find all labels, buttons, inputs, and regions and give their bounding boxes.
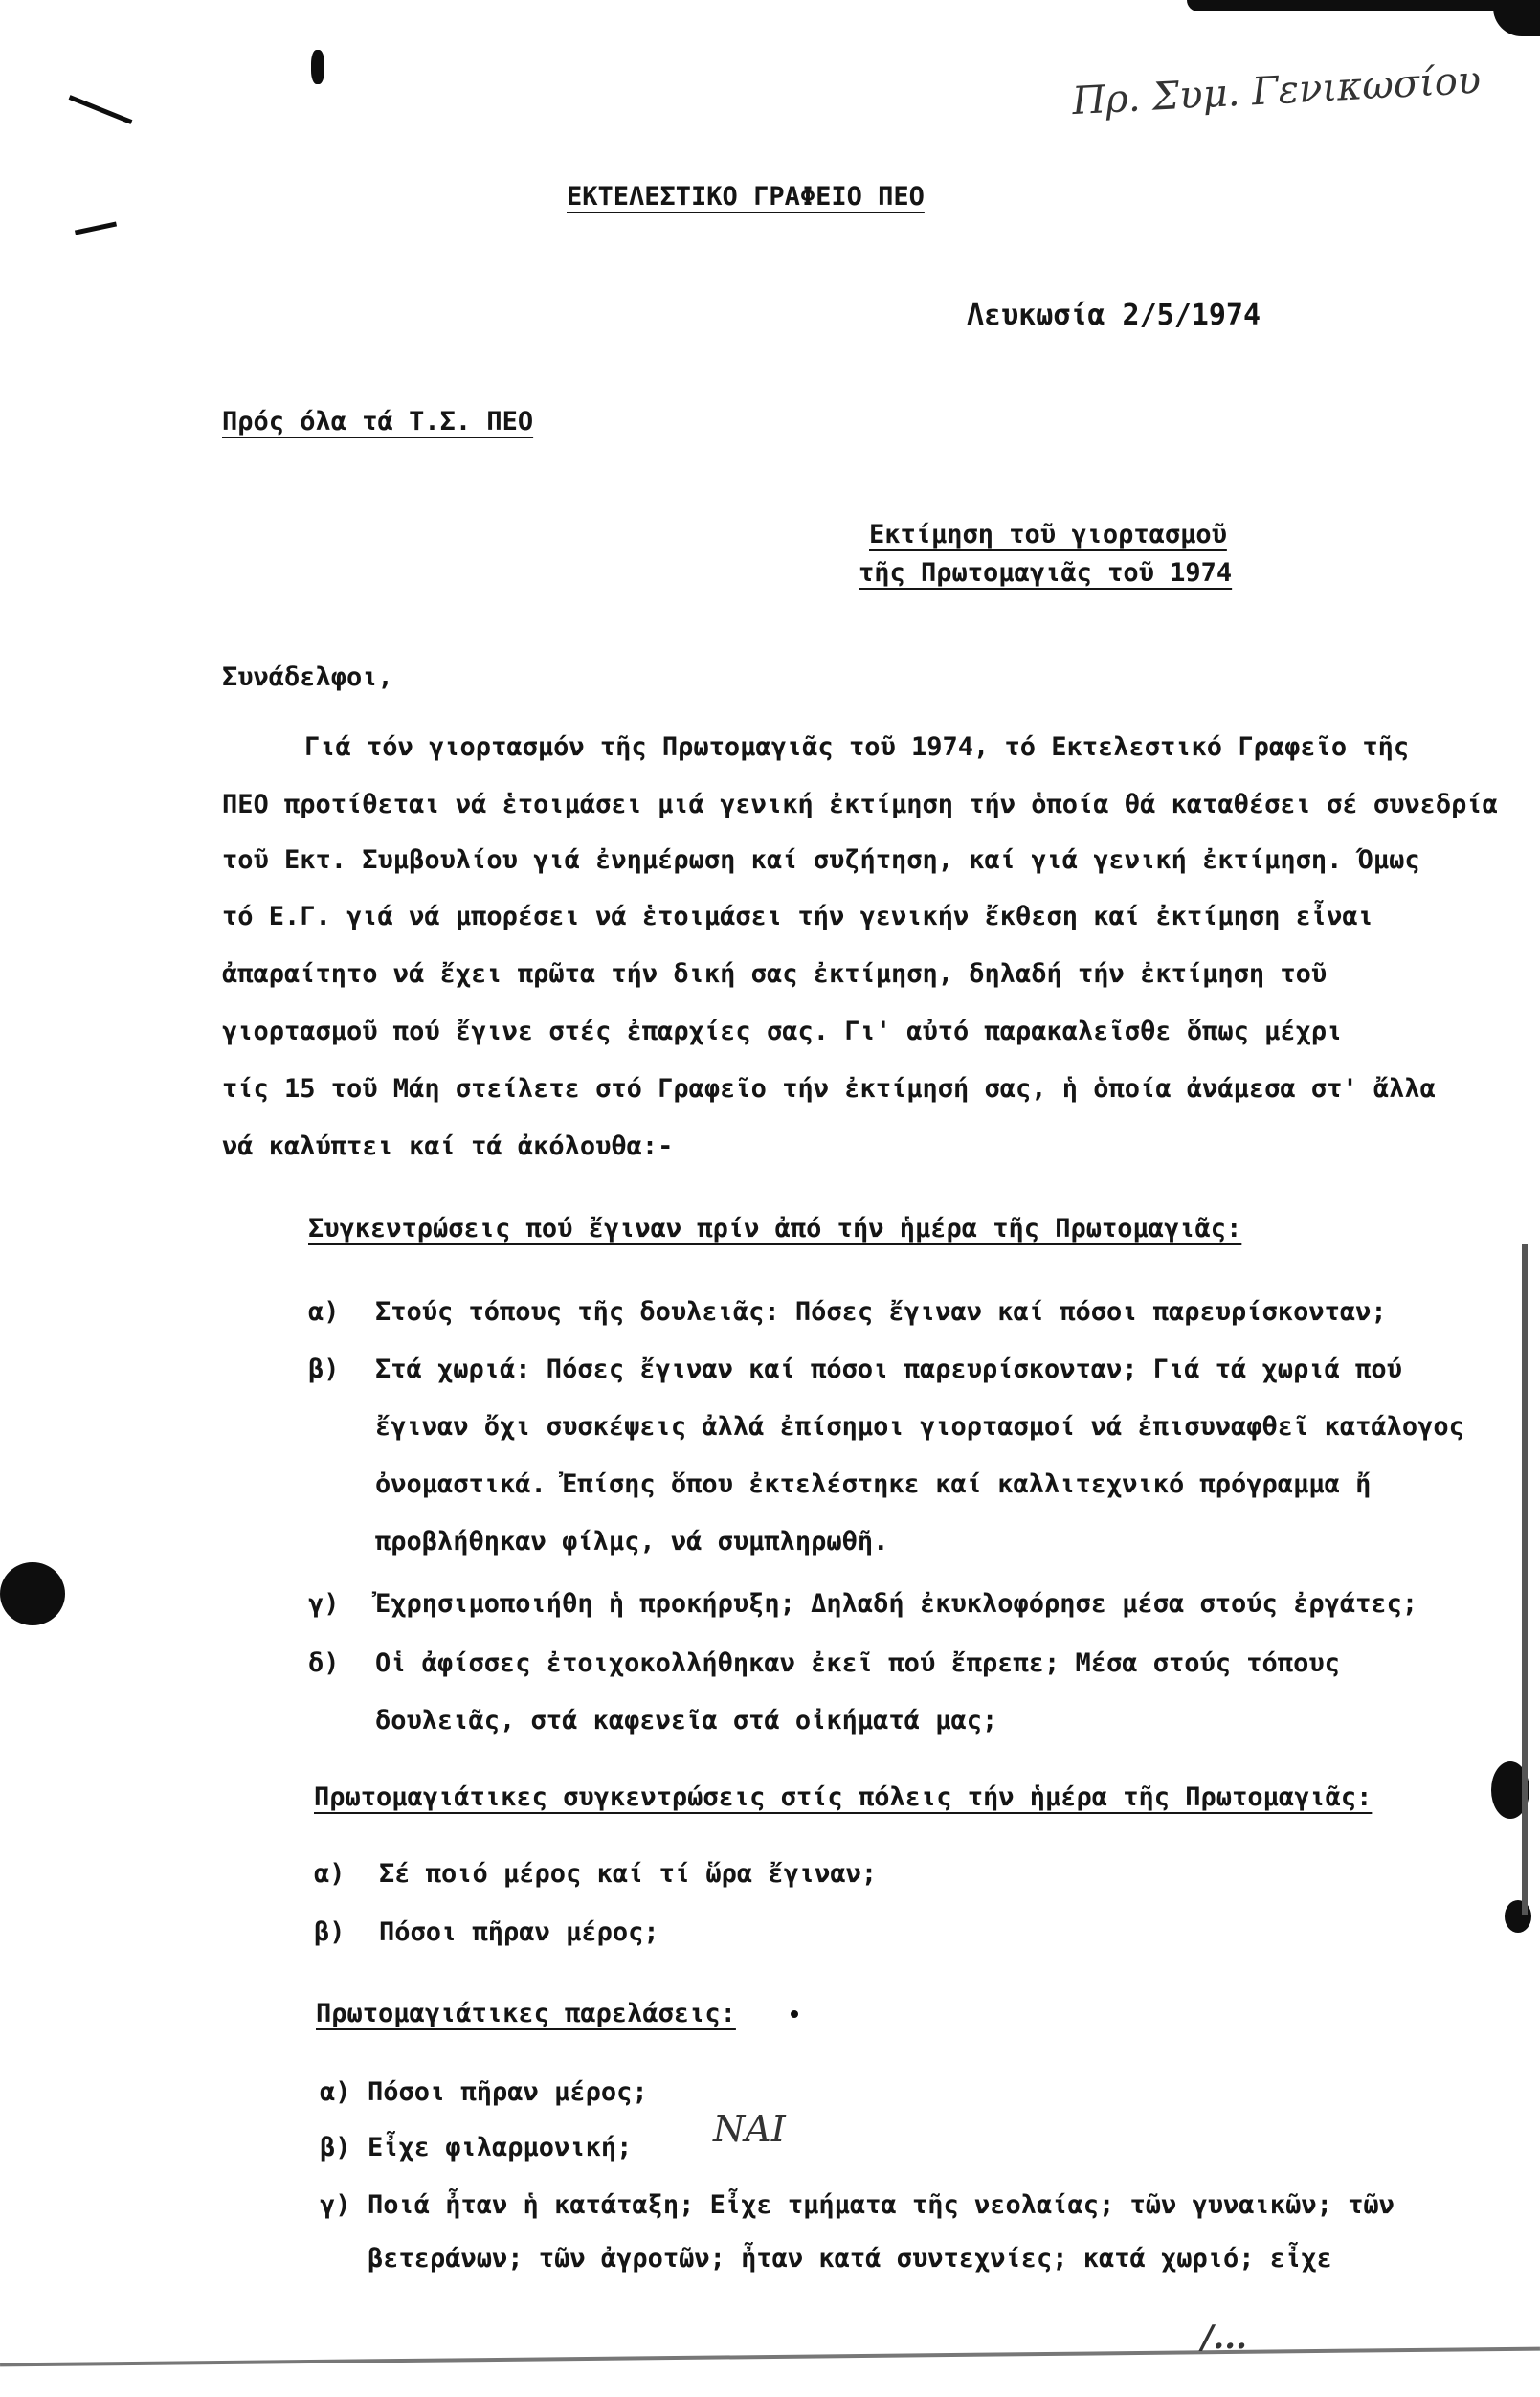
- list-label: α): [320, 2077, 351, 2107]
- salutation: Συνάδελφοι,: [222, 662, 393, 692]
- list-item-text: δουλειᾶς, στά καφενεῖα στά οἰκήματά μας;: [375, 1706, 998, 1736]
- scan-edge-top: [1187, 0, 1540, 11]
- list-item-text: Πόσοι πῆραν μέρος;: [379, 1917, 659, 1947]
- list-item-text: ἔγιναν ὄχι συσκέψεις ἀλλά ἐπίσημοι γιορτασμοί νά ἐπισυναφθεῖ κατάλογος: [375, 1412, 1464, 1442]
- list-item-text: Εἶχε φιλαρμονική;: [368, 2133, 633, 2162]
- list-label: β): [314, 1917, 346, 1947]
- ink-dash-left-1: [69, 95, 133, 124]
- subject-line-1: Εκτίμηση τοῦ γιορτασμοῦ: [869, 520, 1227, 549]
- recipient-line: Πρός όλα τά Τ.Σ. ΠΕΟ: [222, 407, 534, 437]
- list-item-text: Στά χωριά: Πόσες ἔγιναν καί πόσοι παρευρίσκονταν; Γιά τά χωριά πού: [375, 1355, 1402, 1384]
- list-label: γ): [308, 1589, 340, 1619]
- scan-edge-topright: [1493, 0, 1540, 36]
- body-line: γιορτασμοῦ πού ἔγινε στές ἐπαρχίες σας. Γι' αὐτό παρακαλεῖσθε ὅπως μέχρι: [222, 1017, 1343, 1046]
- body-line: Γιά τόν γιορτασμόν τῆς Πρωτομαγιᾶς τοῦ 1974, τό Εκτελεστικό Γραφεῖο τῆς: [304, 732, 1410, 762]
- list-item-text: Στούς τόπους τῆς δουλειᾶς: Πόσες ἔγιναν καί πόσοι παρευρίσκονταν;: [375, 1297, 1387, 1327]
- office-heading: ΕΚΤΕΛΕΣΤΙΚΟ ΓΡΑΦΕΙΟ ΠΕΟ: [567, 182, 925, 212]
- body-line: ἀπαραίτητο νά ἔχει πρῶτα τήν δική σας ἐκτίμηση, δηλαδή τήν ἐκτίμηση τοῦ: [222, 959, 1328, 989]
- letter-date: Λευκωσία 2/5/1974: [967, 299, 1261, 332]
- handwritten-continuation: /...: [1201, 2319, 1247, 2357]
- body-line: ΠΕΟ προτίθεται νά ἑτοιμάσει μιά γενική ἐκτίμηση τήν ὁποία θά καταθέσει σέ συνεδρία: [222, 790, 1498, 819]
- list-item-text: Ἐχρησιμοποιήθη ἡ προκήρυξη; Δηλαδή ἐκυκλοφόρησε μέσα στούς ἐργάτες;: [375, 1589, 1418, 1619]
- handwritten-nai: ΝΑΙ: [713, 2108, 786, 2150]
- ink-dash-left-2: [75, 221, 117, 235]
- list-label: α): [308, 1297, 340, 1327]
- list-item-text: Ποιά ἦταν ἡ κατάταξη; Εἶχε τμήματα τῆς νεολαίας; τῶν γυναικῶν; τῶν: [368, 2190, 1395, 2220]
- body-line: νά καλύπτει καί τά ἀκόλουθα:-: [222, 1131, 674, 1161]
- section1-heading: Συγκεντρώσεις πού ἔγιναν πρίν ἀπό τήν ἡμέρα τῆς Πρωτομαγιᾶς:: [308, 1214, 1242, 1243]
- list-label: δ): [308, 1648, 340, 1678]
- list-label: γ): [320, 2190, 351, 2220]
- list-label: β): [308, 1355, 340, 1384]
- ink-dot-section3: [791, 2010, 798, 2018]
- section2-heading: Πρωτομαγιάτικες συγκεντρώσεις στίς πόλεις τήν ἡμέρα τῆς Πρωτομαγιᾶς:: [314, 1782, 1373, 1812]
- ink-smudge-topleft: [311, 50, 324, 84]
- list-item-text: προβλήθηκαν φίλμς, νά συμπληρωθῆ.: [375, 1527, 889, 1557]
- subject-line-2: τῆς Πρωτομαγιᾶς τοῦ 1974: [859, 558, 1233, 588]
- ink-margin-right: [1522, 1244, 1528, 1915]
- hole-punch-mark: [0, 1562, 65, 1625]
- list-label: β): [320, 2133, 351, 2162]
- list-item-text: Οἱ ἀφίσσες ἐτοιχοκολλήθηκαν ἐκεῖ πού ἔπρεπε; Μέσα στούς τόπους: [375, 1648, 1340, 1678]
- list-item-text: Σέ ποιό μέρος καί τί ὥρα ἔγιναν;: [379, 1859, 878, 1889]
- list-item-text: ὀνομαστικά. Ἐπίσης ὅπου ἐκτελέστηκε καί καλλιτεχνικό πρόγραμμα ἤ: [375, 1469, 1372, 1499]
- scan-edge-bottom: [0, 2347, 1540, 2367]
- body-line: τίς 15 τοῦ Μάη στείλετε στό Γραφεῖο τήν ἐκτίμησή σας, ἡ ὁποία ἀνάμεσα στ' ἄλλα: [222, 1074, 1436, 1104]
- section3-heading: Πρωτομαγιάτικες παρελάσεις:: [316, 1999, 736, 2028]
- body-line: τό Ε.Γ. γιά νά μπορέσει νά ἑτοιμάσει τήν γενικήν ἔκθεση καί ἐκτίμηση εἶναι: [222, 902, 1373, 931]
- list-item-text: βετεράνων; τῶν ἀγροτῶν; ἦταν κατά συντεχνίες; κατά χωριό; εἶχε: [368, 2244, 1332, 2274]
- list-item-text: Πόσοι πῆραν μέρος;: [368, 2077, 648, 2107]
- handwritten-top-note: Πρ. Συμ. Γενικωσίου: [1071, 57, 1483, 124]
- body-line: τοῦ Εκτ. Συμβουλίου γιά ἐνημέρωση καί συζήτηση, καί γιά γενική ἐκτίμηση. Όμως: [222, 845, 1420, 875]
- list-label: α): [314, 1859, 346, 1889]
